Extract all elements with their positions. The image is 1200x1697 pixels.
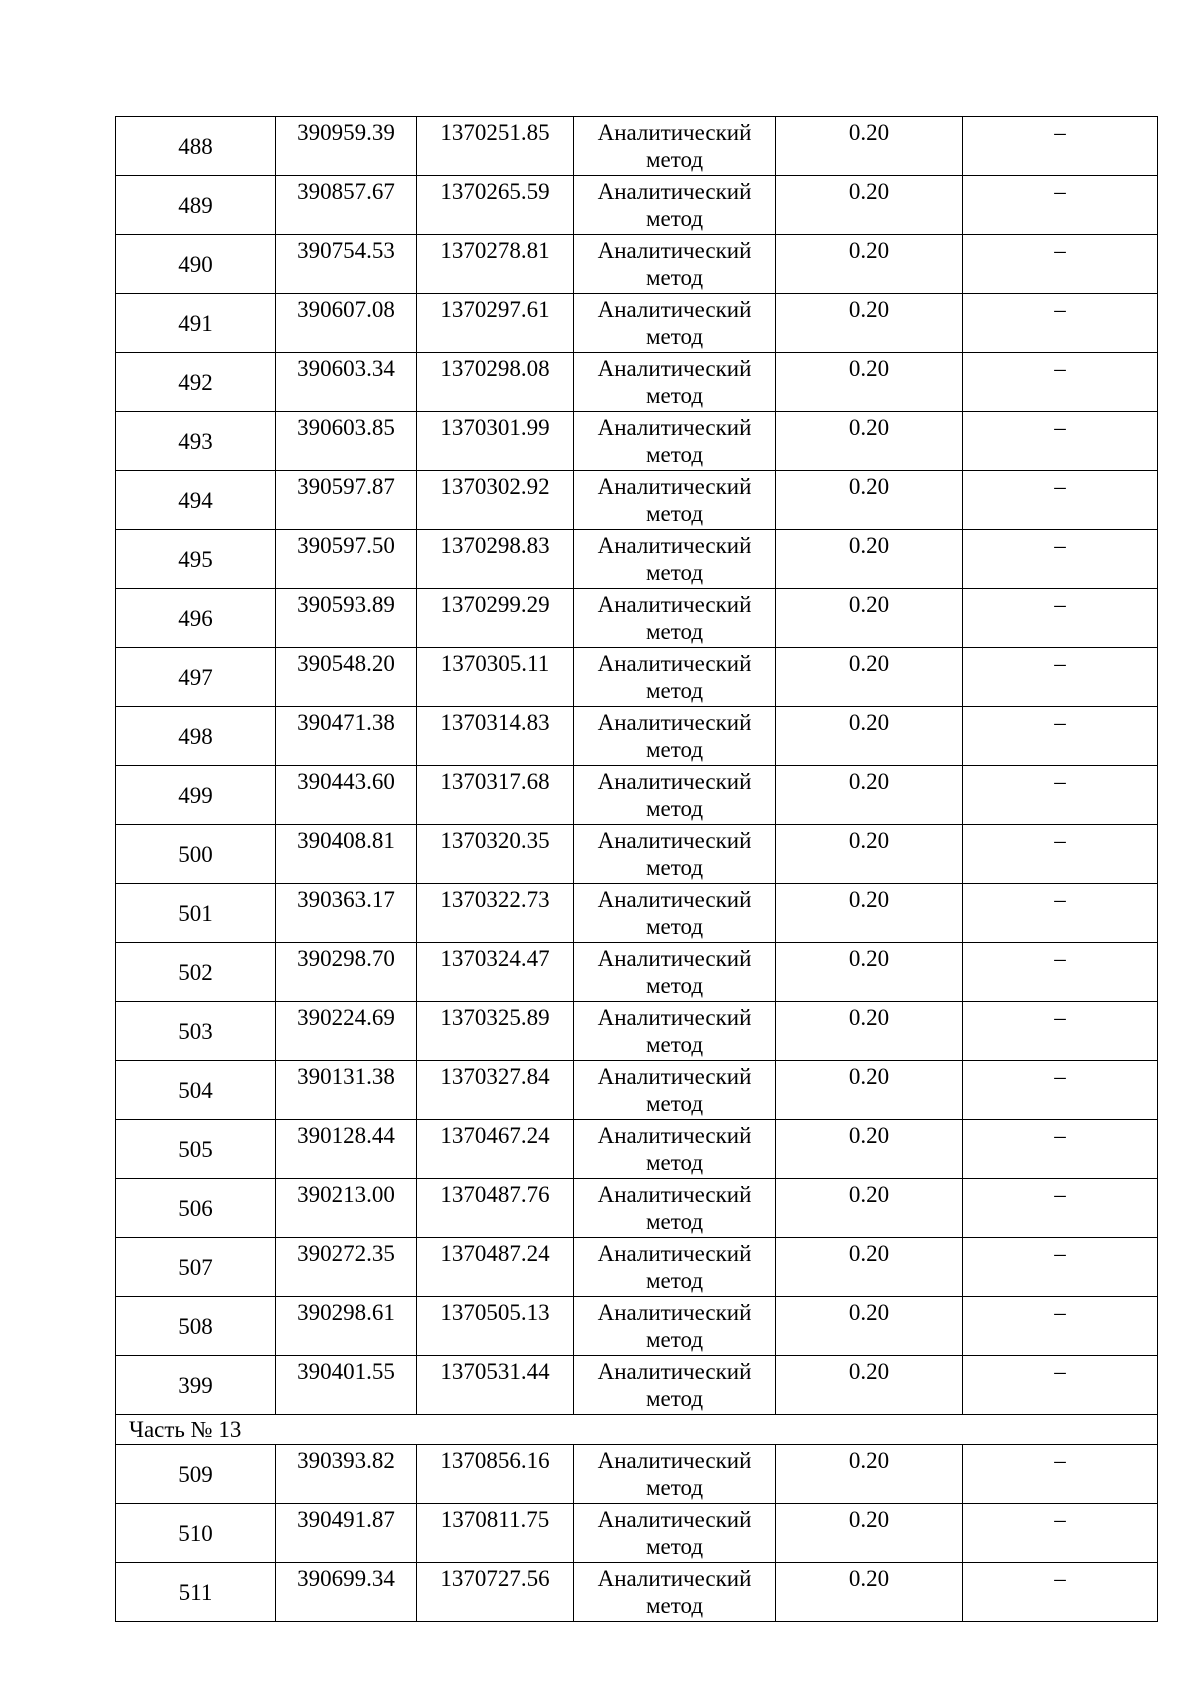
error-cell: 0.20	[776, 1356, 963, 1415]
y-coordinate-cell: 1370301.99	[417, 412, 574, 471]
point-number-cell: 499	[116, 766, 276, 825]
error-cell: 0.20	[776, 294, 963, 353]
method-text-line: метод	[645, 737, 704, 762]
error-cell: 0.20	[776, 353, 963, 412]
method-cell	[574, 1238, 776, 1297]
error-cell: 0.20	[776, 117, 963, 176]
point-number-cell: 493	[116, 412, 276, 471]
section-title: Часть № 13	[116, 1415, 1158, 1445]
note-cell: –	[963, 825, 1158, 884]
error-cell: 0.20	[776, 648, 963, 707]
error-cell: 0.20	[776, 176, 963, 235]
y-coordinate-cell: 1370251.85	[417, 117, 574, 176]
note-cell: –	[963, 707, 1158, 766]
table-row	[116, 530, 1158, 589]
x-coordinate-cell: 390857.67	[276, 176, 417, 235]
method-cell	[574, 1504, 776, 1563]
note-cell: –	[963, 943, 1158, 1002]
x-coordinate-cell: 390298.70	[276, 943, 417, 1002]
point-number-cell: 502	[116, 943, 276, 1002]
x-coordinate-cell: 390754.53	[276, 235, 417, 294]
x-coordinate-cell: 390603.34	[276, 353, 417, 412]
error-cell: 0.20	[776, 1238, 963, 1297]
error-cell: 0.20	[776, 943, 963, 1002]
error-cell: 0.20	[776, 1179, 963, 1238]
y-coordinate-cell: 1370811.75	[417, 1504, 574, 1563]
note-cell: –	[963, 1445, 1158, 1504]
error-cell: 0.20	[776, 707, 963, 766]
error-cell: 0.20	[776, 589, 963, 648]
point-number-cell: 498	[116, 707, 276, 766]
x-coordinate-cell: 390471.38	[276, 707, 417, 766]
table-row	[116, 1297, 1158, 1356]
y-coordinate-cell: 1370320.35	[417, 825, 574, 884]
table-row	[116, 176, 1158, 235]
table-row	[116, 1504, 1158, 1563]
x-coordinate-cell: 390443.60	[276, 766, 417, 825]
method-text-line: Аналитический	[597, 179, 752, 204]
y-coordinate-cell: 1370298.83	[417, 530, 574, 589]
x-coordinate-cell: 390213.00	[276, 1179, 417, 1238]
error-cell: 0.20	[776, 235, 963, 294]
method-cell	[574, 766, 776, 825]
method-cell	[574, 1445, 776, 1504]
note-cell: –	[963, 235, 1158, 294]
point-number-cell: 510	[116, 1504, 276, 1563]
method-cell	[574, 589, 776, 648]
method-cell	[574, 1002, 776, 1061]
method-text-line: Аналитический	[597, 651, 752, 676]
method-text-line: Аналитический	[597, 120, 752, 145]
x-coordinate-cell: 390272.35	[276, 1238, 417, 1297]
x-coordinate-cell: 390363.17	[276, 884, 417, 943]
method-text-line: метод	[645, 206, 704, 231]
method-text-line: метод	[645, 265, 704, 290]
error-cell: 0.20	[776, 530, 963, 589]
method-cell	[574, 235, 776, 294]
error-cell: 0.20	[776, 1002, 963, 1061]
point-number-cell: 491	[116, 294, 276, 353]
y-coordinate-cell: 1370302.92	[417, 471, 574, 530]
method-text-line: Аналитический	[597, 1182, 752, 1207]
point-number-cell: 505	[116, 1120, 276, 1179]
method-text-line: метод	[645, 1475, 704, 1500]
note-cell: –	[963, 1120, 1158, 1179]
x-coordinate-cell: 390548.20	[276, 648, 417, 707]
method-text-line: метод	[645, 1327, 704, 1352]
method-cell	[574, 1120, 776, 1179]
method-text-line: Аналитический	[597, 1359, 752, 1384]
x-coordinate-cell: 390699.34	[276, 1563, 417, 1622]
method-cell	[574, 1356, 776, 1415]
table-row	[116, 294, 1158, 353]
y-coordinate-cell: 1370856.16	[417, 1445, 574, 1504]
y-coordinate-cell: 1370325.89	[417, 1002, 574, 1061]
method-text-line: Аналитический	[597, 356, 752, 381]
table-row	[116, 825, 1158, 884]
point-number-cell: 489	[116, 176, 276, 235]
point-number-cell: 490	[116, 235, 276, 294]
table-row	[116, 353, 1158, 412]
x-coordinate-cell: 390603.85	[276, 412, 417, 471]
table-row	[116, 1002, 1158, 1061]
y-coordinate-cell: 1370727.56	[417, 1563, 574, 1622]
method-text-line: Аналитический	[597, 828, 752, 853]
x-coordinate-cell: 390298.61	[276, 1297, 417, 1356]
method-text-line: метод	[645, 324, 704, 349]
y-coordinate-cell: 1370298.08	[417, 353, 574, 412]
method-text-line: Аналитический	[597, 1566, 752, 1591]
error-cell: 0.20	[776, 766, 963, 825]
point-number-cell: 500	[116, 825, 276, 884]
note-cell: –	[963, 1563, 1158, 1622]
coordinates-table-body	[116, 117, 1158, 1622]
point-number-cell: 494	[116, 471, 276, 530]
note-cell: –	[963, 471, 1158, 530]
method-text-line: Аналитический	[597, 238, 752, 263]
table-row	[116, 1445, 1158, 1504]
x-coordinate-cell: 390393.82	[276, 1445, 417, 1504]
method-text-line: метод	[645, 1091, 704, 1116]
point-number-cell: 399	[116, 1356, 276, 1415]
x-coordinate-cell: 390597.50	[276, 530, 417, 589]
method-cell	[574, 471, 776, 530]
section-row	[116, 1415, 1158, 1445]
note-cell: –	[963, 1297, 1158, 1356]
y-coordinate-cell: 1370265.59	[417, 176, 574, 235]
method-text-line: Аналитический	[597, 1123, 752, 1148]
note-cell: –	[963, 1504, 1158, 1563]
error-cell: 0.20	[776, 1445, 963, 1504]
y-coordinate-cell: 1370297.61	[417, 294, 574, 353]
method-text-line: метод	[645, 147, 704, 172]
note-cell: –	[963, 884, 1158, 943]
table-row	[116, 412, 1158, 471]
method-cell	[574, 1061, 776, 1120]
method-text-line: метод	[645, 1209, 704, 1234]
x-coordinate-cell: 390597.87	[276, 471, 417, 530]
y-coordinate-cell: 1370299.29	[417, 589, 574, 648]
note-cell: –	[963, 117, 1158, 176]
x-coordinate-cell: 390408.81	[276, 825, 417, 884]
method-text-line: метод	[645, 973, 704, 998]
note-cell: –	[963, 589, 1158, 648]
method-cell	[574, 176, 776, 235]
method-text-line: метод	[645, 1150, 704, 1175]
x-coordinate-cell: 390128.44	[276, 1120, 417, 1179]
method-cell	[574, 1297, 776, 1356]
x-coordinate-cell: 390131.38	[276, 1061, 417, 1120]
x-coordinate-cell: 390593.89	[276, 589, 417, 648]
x-coordinate-cell: 390401.55	[276, 1356, 417, 1415]
error-cell: 0.20	[776, 1120, 963, 1179]
y-coordinate-cell: 1370487.24	[417, 1238, 574, 1297]
method-text-line: Аналитический	[597, 592, 752, 617]
method-text-line: Аналитический	[597, 297, 752, 322]
method-cell	[574, 943, 776, 1002]
method-text-line: метод	[645, 1593, 704, 1618]
method-text-line: метод	[645, 678, 704, 703]
method-text-line: Аналитический	[597, 533, 752, 558]
note-cell: –	[963, 353, 1158, 412]
method-text-line: метод	[645, 1032, 704, 1057]
note-cell: –	[963, 1238, 1158, 1297]
note-cell: –	[963, 294, 1158, 353]
table-row	[116, 235, 1158, 294]
note-cell: –	[963, 1002, 1158, 1061]
y-coordinate-cell: 1370322.73	[417, 884, 574, 943]
note-cell: –	[963, 530, 1158, 589]
method-text-line: метод	[645, 914, 704, 939]
error-cell: 0.20	[776, 825, 963, 884]
error-cell: 0.20	[776, 1061, 963, 1120]
y-coordinate-cell: 1370487.76	[417, 1179, 574, 1238]
point-number-cell: 497	[116, 648, 276, 707]
method-text-line: Аналитический	[597, 769, 752, 794]
note-cell: –	[963, 766, 1158, 825]
point-number-cell: 488	[116, 117, 276, 176]
error-cell: 0.20	[776, 1297, 963, 1356]
y-coordinate-cell: 1370531.44	[417, 1356, 574, 1415]
point-number-cell: 503	[116, 1002, 276, 1061]
method-text-line: Аналитический	[597, 1241, 752, 1266]
coordinates-table	[115, 116, 1158, 1622]
point-number-cell: 501	[116, 884, 276, 943]
table-row	[116, 648, 1158, 707]
table-row	[116, 1179, 1158, 1238]
method-text-line: Аналитический	[597, 710, 752, 735]
method-text-line: метод	[645, 1386, 704, 1411]
point-number-cell: 495	[116, 530, 276, 589]
table-row	[116, 943, 1158, 1002]
point-number-cell: 508	[116, 1297, 276, 1356]
table-row	[116, 1238, 1158, 1297]
error-cell: 0.20	[776, 471, 963, 530]
point-number-cell: 492	[116, 353, 276, 412]
method-text-line: Аналитический	[597, 1005, 752, 1030]
method-text-line: Аналитический	[597, 1064, 752, 1089]
method-cell	[574, 648, 776, 707]
method-text-line: Аналитический	[597, 1448, 752, 1473]
method-text-line: метод	[645, 855, 704, 880]
method-cell	[574, 825, 776, 884]
y-coordinate-cell: 1370278.81	[417, 235, 574, 294]
note-cell: –	[963, 1356, 1158, 1415]
x-coordinate-cell: 390959.39	[276, 117, 417, 176]
method-text-line: метод	[645, 1534, 704, 1559]
error-cell: 0.20	[776, 884, 963, 943]
method-cell	[574, 1179, 776, 1238]
error-cell: 0.20	[776, 412, 963, 471]
method-text-line: Аналитический	[597, 887, 752, 912]
y-coordinate-cell: 1370505.13	[417, 1297, 574, 1356]
error-cell: 0.20	[776, 1504, 963, 1563]
method-text-line: Аналитический	[597, 1300, 752, 1325]
y-coordinate-cell: 1370314.83	[417, 707, 574, 766]
y-coordinate-cell: 1370467.24	[417, 1120, 574, 1179]
note-cell: –	[963, 1061, 1158, 1120]
method-text-line: метод	[645, 560, 704, 585]
point-number-cell: 509	[116, 1445, 276, 1504]
y-coordinate-cell: 1370327.84	[417, 1061, 574, 1120]
x-coordinate-cell: 390491.87	[276, 1504, 417, 1563]
method-text-line: метод	[645, 501, 704, 526]
table-row	[116, 117, 1158, 176]
point-number-cell: 511	[116, 1563, 276, 1622]
method-text-line: Аналитический	[597, 946, 752, 971]
note-cell: –	[963, 1179, 1158, 1238]
table-row	[116, 766, 1158, 825]
method-text-line: Аналитический	[597, 1507, 752, 1532]
method-cell	[574, 884, 776, 943]
method-cell	[574, 294, 776, 353]
method-cell	[574, 117, 776, 176]
table-row	[116, 884, 1158, 943]
table-row	[116, 1120, 1158, 1179]
table-row	[116, 707, 1158, 766]
method-text-line: Аналитический	[597, 415, 752, 440]
method-cell	[574, 1563, 776, 1622]
method-text-line: метод	[645, 619, 704, 644]
method-text-line: метод	[645, 442, 704, 467]
method-cell	[574, 707, 776, 766]
point-number-cell: 504	[116, 1061, 276, 1120]
method-cell	[574, 353, 776, 412]
note-cell: –	[963, 648, 1158, 707]
table-row	[116, 1563, 1158, 1622]
point-number-cell: 507	[116, 1238, 276, 1297]
error-cell: 0.20	[776, 1563, 963, 1622]
y-coordinate-cell: 1370324.47	[417, 943, 574, 1002]
method-cell	[574, 412, 776, 471]
method-text-line: метод	[645, 1268, 704, 1293]
method-text-line: метод	[645, 796, 704, 821]
point-number-cell: 496	[116, 589, 276, 648]
method-text-line: Аналитический	[597, 474, 752, 499]
note-cell: –	[963, 412, 1158, 471]
note-cell: –	[963, 176, 1158, 235]
y-coordinate-cell: 1370317.68	[417, 766, 574, 825]
table-row	[116, 589, 1158, 648]
method-text-line: метод	[645, 383, 704, 408]
point-number-cell: 506	[116, 1179, 276, 1238]
x-coordinate-cell: 390607.08	[276, 294, 417, 353]
table-row	[116, 1356, 1158, 1415]
x-coordinate-cell: 390224.69	[276, 1002, 417, 1061]
y-coordinate-cell: 1370305.11	[417, 648, 574, 707]
table-row	[116, 471, 1158, 530]
table-row	[116, 1061, 1158, 1120]
method-cell	[574, 530, 776, 589]
